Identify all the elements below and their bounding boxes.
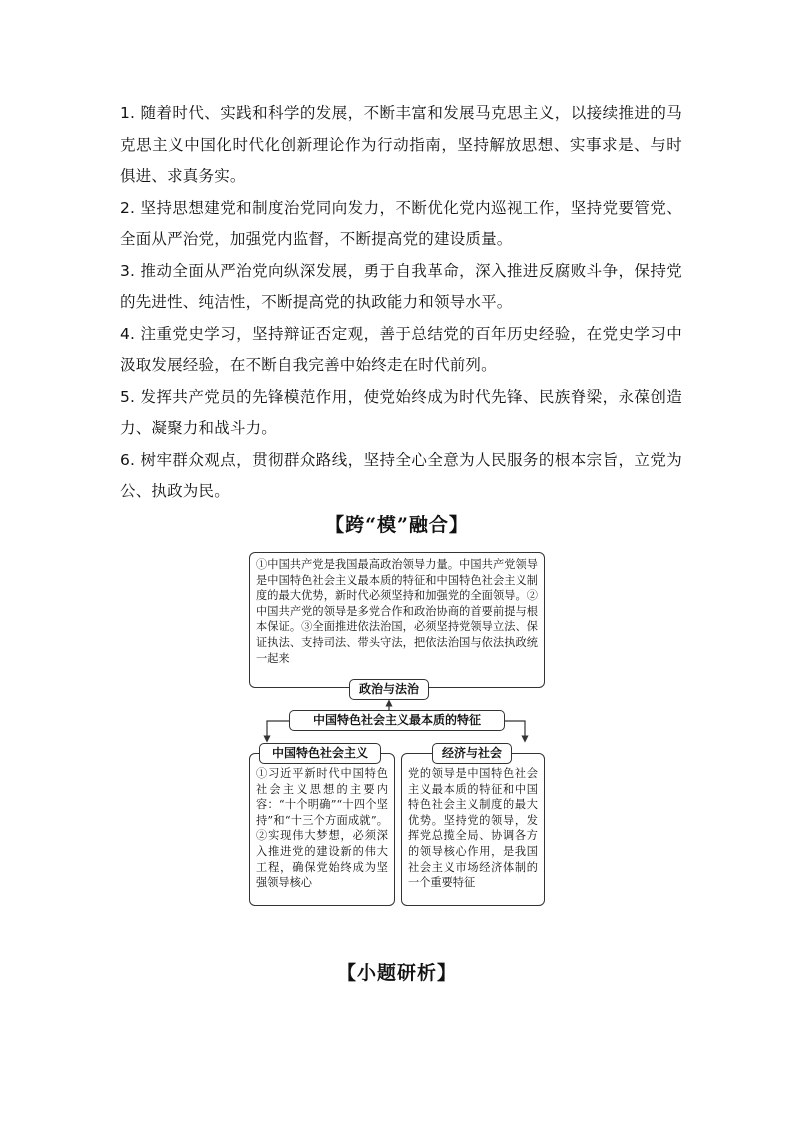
paragraph-3: 3. 推动全面从严治党向纵深发展，勇于自我革命，深入推进反腐败斗争，保持党的先进性、纯洁性，不断提高党的执政能力和领导水平。 — [120, 261, 682, 311]
section-title-fusion: 【跨“模”融合】 — [325, 514, 469, 536]
paragraph-5: 5. 发挥共产党员的先锋模范作用，使党始终成为时代先锋、民族脊梁，永葆创造力、凝聚力和战斗力。 — [120, 387, 682, 437]
socialism-box: ①习近平新时代中国特色社会主义思想的主要内容：“十个明确”“十四个坚持”和“十三个方面成就”。②实现伟大梦想，必须深入推进党的建设新的伟大工程，确保党始终成为坚强领导核心 — [249, 753, 395, 906]
paragraph-1: 1. 随着时代、实践和科学的发展，不断丰富和发展马克思主义，以接续推进的马克思主义中国化时代化创新理论作为行动指南，坚持解放思想、实事求是、与时俱进、求真务实。 — [120, 104, 682, 185]
economy-society-box: 党的领导是中国特色社会主义最本质的特征和中国特色社会主义制度的最大优势。坚持党的领导，发挥党总揽全局、协调各方的领导核心作用，是我国社会主义市场经济体制的一个重要特征 — [401, 753, 545, 906]
economy-society-label: 经济与社会 — [432, 743, 512, 764]
center-topic-label: 中国特色社会主义最本质的特征 — [289, 710, 505, 731]
politics-law-box: ①中国共产党是我国最高政治领导力量。中国共产党领导是中国特色社会主义最本质的特征和中国特色社会主义制度的最大优势，新时代必须坚持和加强党的全面领导。②中国共产党的领导是多党合作和政治协商的首要前提与根本保证。③全面推进依法治国，必须坚持党领导立法、保证执法、支持司法、带头守法，把依法治国与依法执政统一起来 — [249, 552, 545, 688]
arrow-to-right — [505, 721, 525, 739]
paragraph-4: 4. 注重党史学习，坚持辩证否定观，善于总结党的百年历史经验，在党史学习中汲取发展经验，在不断自我完善中始终走在时代前列。 — [120, 324, 682, 374]
concept-diagram — [247, 549, 547, 909]
socialism-label: 中国特色社会主义 — [259, 743, 381, 764]
paragraph-6: 6. 树牢群众观点，贯彻群众路线，坚持全心全意为人民服务的根本宗旨，立党为公、执政为民。 — [120, 450, 682, 500]
paragraph-2: 2. 坚持思想建党和制度治党同向发力，不断优化党内巡视工作，坚持党要管党、全面从严治党，加强党内监督，不断提高党的建设质量。 — [120, 198, 682, 248]
politics-law-label: 政治与法治 — [349, 679, 429, 700]
section-title-analysis: 【小题研析】 — [336, 962, 457, 984]
arrow-to-left — [267, 721, 289, 739]
paragraph-list — [120, 98, 682, 508]
